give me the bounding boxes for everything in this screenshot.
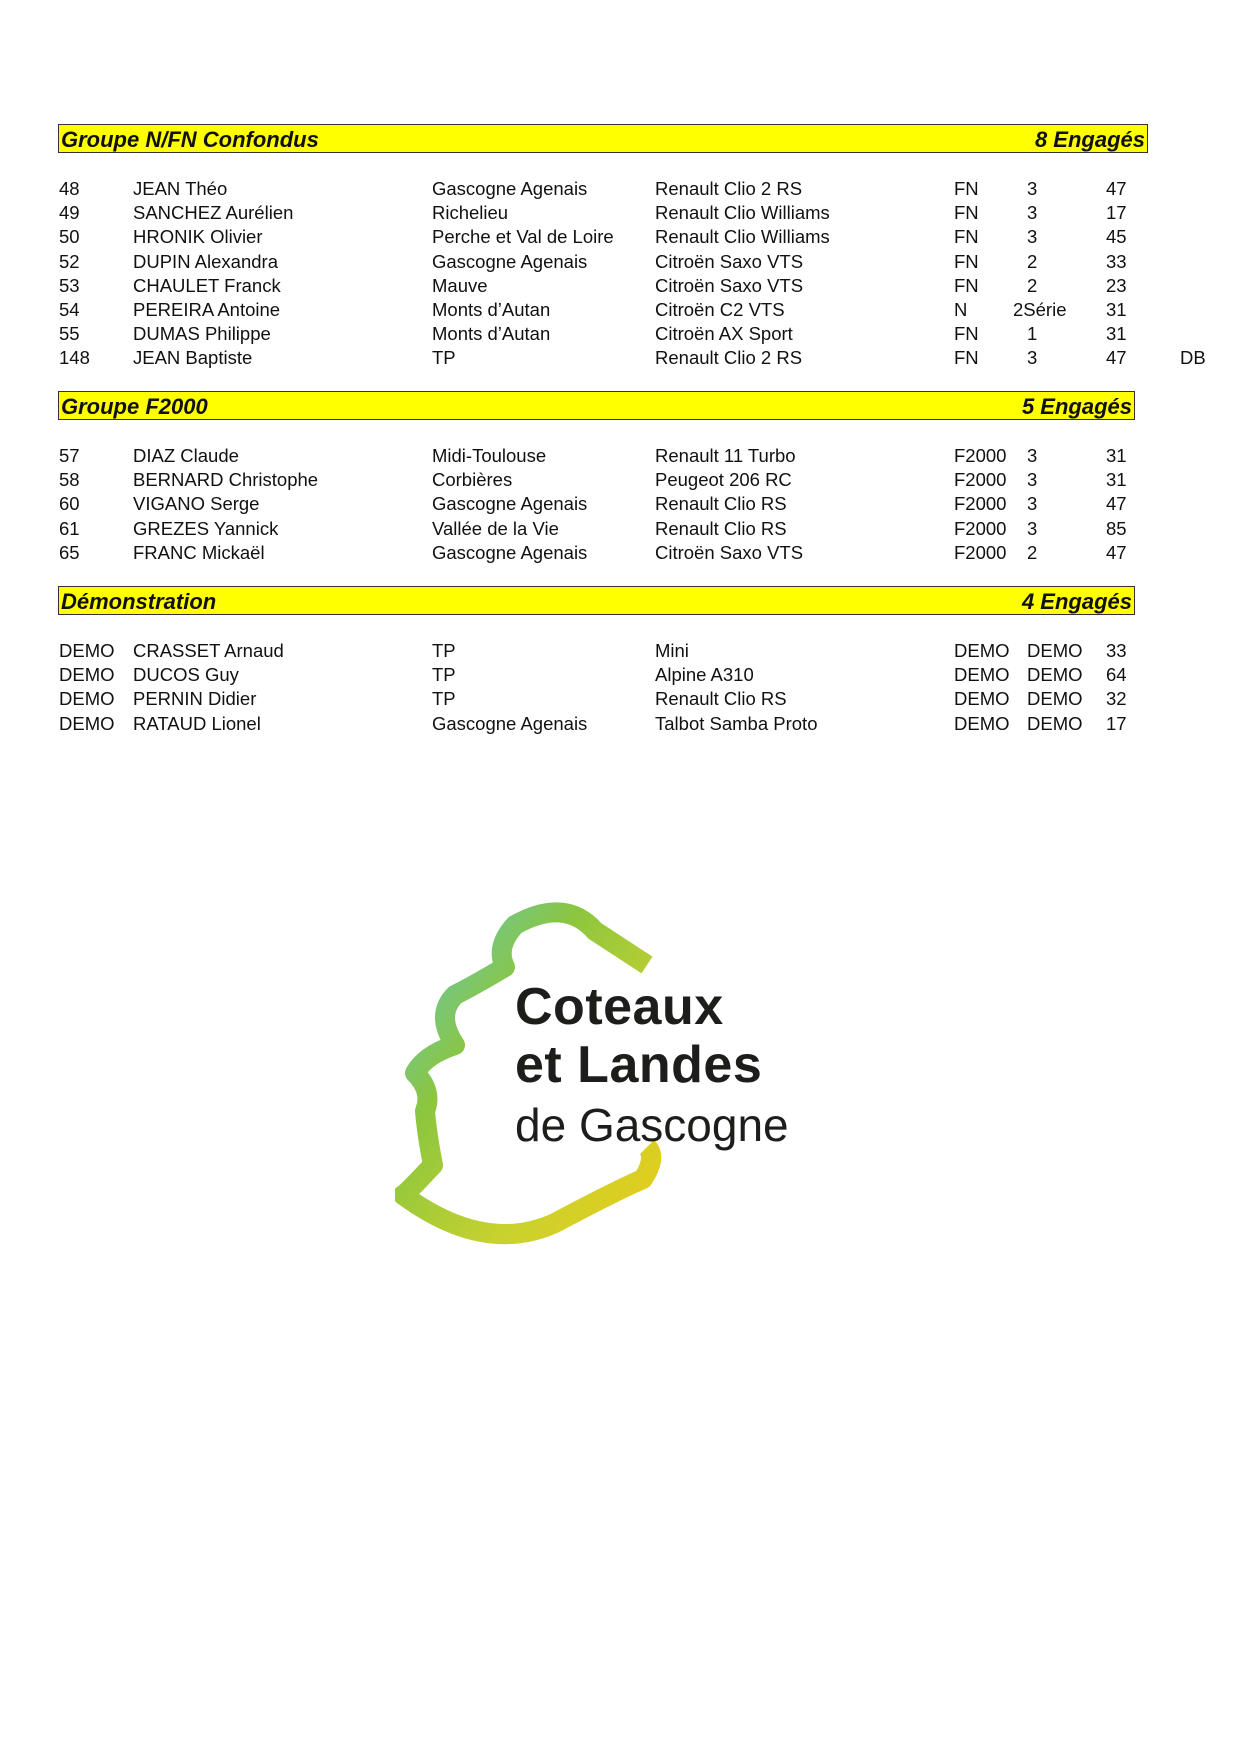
entry-number: DEMO bbox=[59, 712, 115, 734]
driver-name: DIAZ Claude bbox=[133, 445, 239, 466]
section-title: Groupe N/FN Confondus bbox=[61, 127, 319, 152]
department: 17 bbox=[1106, 202, 1127, 224]
driver-name: PERNIN Didier bbox=[133, 688, 257, 710]
department: 31 bbox=[1106, 298, 1127, 320]
department: 47 bbox=[1106, 347, 1127, 369]
club-name: TP bbox=[432, 664, 456, 686]
driver-name: DUMAS Philippe bbox=[133, 323, 271, 345]
entry-row bbox=[58, 541, 1148, 565]
car-model: Renault Clio RS bbox=[655, 517, 787, 539]
entry-list bbox=[58, 639, 1148, 736]
driver-name: SANCHEZ Aurélien bbox=[133, 202, 294, 224]
entry-number: 53 bbox=[59, 274, 80, 296]
car-class: 2Série bbox=[1013, 298, 1067, 320]
coteaux-landes-logo bbox=[395, 895, 825, 1250]
car-group: F2000 bbox=[954, 541, 1007, 563]
driver-name: GREZES Yannick bbox=[133, 517, 279, 539]
car-model: Alpine A310 bbox=[655, 664, 754, 686]
driver-name: CRASSET Arnaud bbox=[133, 640, 284, 661]
section-title: Groupe F2000 bbox=[61, 394, 208, 419]
car-group: FN bbox=[954, 347, 979, 369]
driver-name: BERNARD Christophe bbox=[133, 469, 319, 491]
department: 85 bbox=[1106, 517, 1127, 539]
car-class: 3 bbox=[1027, 178, 1038, 199]
department: 31 bbox=[1106, 445, 1127, 466]
car-group: DEMO bbox=[954, 664, 1010, 686]
car-model: Peugeot 206 RC bbox=[655, 469, 792, 491]
entry-number: 148 bbox=[59, 347, 90, 369]
entry-number: 60 bbox=[59, 493, 80, 515]
club-name: Mauve bbox=[432, 274, 488, 296]
driver-name: DUCOS Guy bbox=[133, 664, 239, 686]
car-model: Renault Clio Williams bbox=[655, 202, 830, 224]
car-group: DEMO bbox=[954, 640, 1010, 661]
car-model: Citroën Saxo VTS bbox=[655, 274, 804, 296]
entry-row bbox=[58, 468, 1148, 492]
car-class: DEMO bbox=[1027, 688, 1083, 710]
section-title: Démonstration bbox=[61, 589, 217, 614]
entry-list bbox=[58, 444, 1148, 565]
logo-line-2: et Landes bbox=[515, 1036, 763, 1094]
club-name: Perche et Val de Loire bbox=[432, 226, 614, 248]
car-group: F2000 bbox=[954, 469, 1007, 491]
section-count: 5 Engagés bbox=[1021, 394, 1132, 419]
entry-row bbox=[58, 663, 1148, 687]
car-group: FN bbox=[954, 202, 979, 224]
car-group: N bbox=[954, 298, 968, 320]
club-name: Gascogne Agenais bbox=[432, 493, 588, 515]
club-name: Monts d’Autan bbox=[432, 323, 551, 345]
entry-number: 61 bbox=[59, 517, 80, 539]
car-class: 3 bbox=[1027, 445, 1038, 466]
entry-number: 65 bbox=[59, 541, 80, 563]
department: 33 bbox=[1106, 250, 1127, 272]
driver-name: JEAN Théo bbox=[133, 178, 228, 199]
car-group: DEMO bbox=[954, 712, 1010, 734]
car-group: FN bbox=[954, 226, 979, 248]
car-class: 3 bbox=[1027, 493, 1038, 515]
driver-name: JEAN Baptiste bbox=[133, 347, 253, 369]
car-group: FN bbox=[954, 274, 979, 296]
driver-name: RATAUD Lionel bbox=[133, 712, 261, 734]
car-class: 3 bbox=[1027, 226, 1038, 248]
car-class: 2 bbox=[1027, 250, 1038, 272]
car-class: 2 bbox=[1027, 274, 1038, 296]
entry-number: 55 bbox=[59, 323, 80, 345]
car-model: Citroën Saxo VTS bbox=[655, 250, 804, 272]
entry-row bbox=[58, 201, 1148, 225]
car-class: DEMO bbox=[1027, 712, 1083, 734]
driver-name: VIGANO Serge bbox=[133, 493, 260, 515]
club-name: TP bbox=[432, 688, 456, 710]
club-name: Monts d’Autan bbox=[432, 298, 551, 320]
department: 33 bbox=[1106, 640, 1127, 661]
car-model: Mini bbox=[655, 640, 689, 661]
section-demonstration bbox=[58, 586, 1148, 736]
club-name: TP bbox=[432, 640, 456, 661]
department: 31 bbox=[1106, 469, 1127, 491]
entry-number: 50 bbox=[59, 226, 80, 248]
car-group: F2000 bbox=[954, 445, 1007, 466]
entry-row bbox=[58, 177, 1148, 201]
driver-name: FRANC Mickaël bbox=[133, 541, 265, 563]
car-model: Renault 11 Turbo bbox=[655, 445, 796, 466]
entry-row bbox=[58, 274, 1148, 298]
entry-number: 49 bbox=[59, 202, 80, 224]
driver-name: CHAULET Franck bbox=[133, 274, 281, 296]
club-name: TP bbox=[432, 347, 456, 369]
car-model: Renault Clio Williams bbox=[655, 226, 830, 248]
driver-name: HRONIK Olivier bbox=[133, 226, 263, 248]
entry-row bbox=[58, 250, 1148, 274]
department: 31 bbox=[1106, 323, 1127, 345]
section-count: 8 Engagés bbox=[1034, 127, 1145, 152]
car-class: 3 bbox=[1027, 347, 1038, 369]
entry-number: DEMO bbox=[59, 640, 115, 661]
entry-number: 58 bbox=[59, 469, 80, 491]
car-model: Renault Clio 2 RS bbox=[655, 347, 803, 369]
club-name: Gascogne Agenais bbox=[432, 712, 588, 734]
club-name: Midi-Toulouse bbox=[432, 445, 547, 466]
section-header-bar bbox=[58, 124, 1148, 153]
department: 47 bbox=[1106, 493, 1127, 515]
department: 45 bbox=[1106, 226, 1127, 248]
entry-row bbox=[58, 444, 1148, 468]
entry-row bbox=[58, 346, 1206, 370]
car-group: F2000 bbox=[954, 493, 1007, 515]
section-header-bar bbox=[58, 391, 1135, 420]
department: 32 bbox=[1106, 688, 1127, 710]
car-class: 3 bbox=[1027, 517, 1038, 539]
car-group: FN bbox=[954, 250, 979, 272]
club-name: Gascogne Agenais bbox=[432, 541, 588, 563]
car-class: 2 bbox=[1027, 541, 1038, 563]
car-model: Citroën AX Sport bbox=[655, 323, 793, 345]
section-count: 4 Engagés bbox=[1021, 589, 1132, 614]
car-class: 3 bbox=[1027, 469, 1038, 491]
entry-number: 54 bbox=[59, 298, 80, 320]
driver-name: DUPIN Alexandra bbox=[133, 250, 278, 272]
department: 23 bbox=[1106, 274, 1127, 296]
entry-row bbox=[58, 517, 1148, 541]
car-group: DEMO bbox=[954, 688, 1010, 710]
club-name: Gascogne Agenais bbox=[432, 250, 588, 272]
car-group: FN bbox=[954, 323, 979, 345]
entry-number: DEMO bbox=[59, 688, 115, 710]
car-class: DEMO bbox=[1027, 664, 1083, 686]
car-class: DEMO bbox=[1027, 640, 1083, 661]
entry-list bbox=[58, 177, 1206, 371]
section-group-f2000 bbox=[58, 391, 1148, 565]
entry-number: 57 bbox=[59, 445, 80, 466]
car-class: 1 bbox=[1027, 323, 1038, 345]
section-header-bar bbox=[58, 586, 1135, 615]
club-name: Corbières bbox=[432, 469, 513, 491]
entry-row bbox=[58, 492, 1148, 516]
entry-number: 52 bbox=[59, 250, 80, 272]
entry-row bbox=[58, 712, 1148, 736]
department: 64 bbox=[1106, 664, 1127, 686]
department: 47 bbox=[1106, 178, 1127, 199]
section-group-n-fn bbox=[58, 124, 1206, 371]
entry-row bbox=[58, 322, 1148, 346]
entry-row bbox=[58, 225, 1148, 249]
department: 47 bbox=[1106, 541, 1127, 563]
car-model: Talbot Samba Proto bbox=[655, 712, 818, 734]
club-name: Richelieu bbox=[432, 202, 509, 224]
club-name: Gascogne Agenais bbox=[432, 178, 588, 199]
driver-name: PEREIRA Antoine bbox=[133, 298, 281, 320]
entry-row bbox=[58, 687, 1148, 711]
entry-number: 48 bbox=[59, 178, 80, 199]
logo-line-3: de Gascogne bbox=[515, 1099, 789, 1151]
entry-number: DEMO bbox=[59, 664, 115, 686]
entry-row bbox=[58, 298, 1148, 322]
car-model: Citroën Saxo VTS bbox=[655, 541, 804, 563]
logo-line-1: Coteaux bbox=[515, 978, 724, 1036]
club-name: Vallée de la Vie bbox=[432, 517, 559, 539]
department: 17 bbox=[1106, 712, 1127, 734]
car-model: Renault Clio RS bbox=[655, 493, 787, 515]
entry-note: DB bbox=[1180, 347, 1206, 369]
car-model: Citroën C2 VTS bbox=[655, 298, 785, 320]
car-model: Renault Clio RS bbox=[655, 688, 787, 710]
car-group: FN bbox=[954, 178, 979, 199]
car-model: Renault Clio 2 RS bbox=[655, 178, 803, 199]
car-class: 3 bbox=[1027, 202, 1038, 224]
car-group: F2000 bbox=[954, 517, 1007, 539]
entry-row bbox=[58, 639, 1148, 663]
